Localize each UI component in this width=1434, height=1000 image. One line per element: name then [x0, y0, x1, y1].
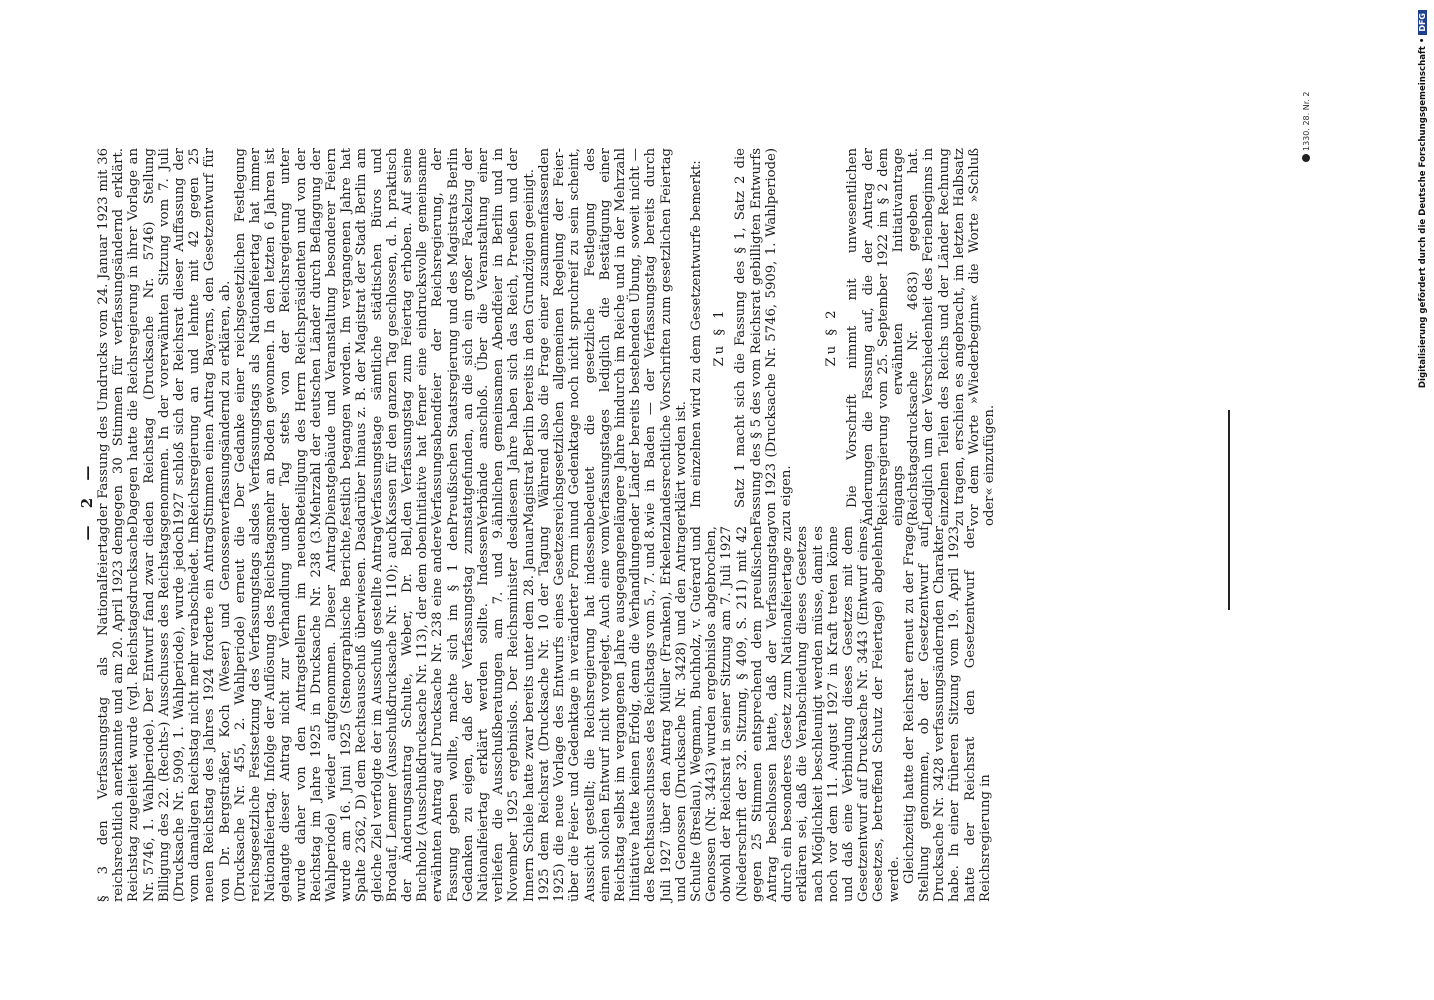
- right-paragraph-3: Während also die Frage einer zusammenfassenden reichsgesetzlichen allgemeinen Regelung der Feier- und Gedenktage noch nicht spruchreif zu sein scheint, bedeutet die gesetzliche Festlegung des Verfassungstages lediglich die Bestätigung einer längere Jahre hindurch im Reiche und in der Mehrzahl der Länder bereits bestehenden Übung, soweit nicht — wie in Baden — der Verfassungstag bereits durch landesrechtliche Vorschriften zum gesetzlichen Feiertag erklärt worden ist.: [536, 148, 689, 526]
- footer-text: Digitalisierung gefördert durch die Deutsche Forschungsgemeinschaft •: [1418, 37, 1428, 389]
- right-column: [96, 148, 998, 526]
- dfg-logo: DFG: [1418, 10, 1427, 35]
- right-paragraph-6: Die Vorschrift nimmt mit unwesentlichen Änderungen die Fassung auf, die der Antrag der Reichsregierung vom 25. September 1922 im § 2 dem eingangs erwähnten Initiativantrage (Reichstagsdrucksache Nr. 4683) gegeben hat. Lediglich um der Verschiedenheit des Ferienbeginns in einzelnen Teilen des Reichs und der Länder Rechnung zu tragen, erschien es angebracht, im letzten Halbsatz vor dem Worte »Wiederbeginn« die Worte »Schluß oder« einzufügen.: [845, 148, 998, 526]
- left-paragraph-2: Gleichzeitig hatte der Reichsrat erneut zu der Frage Stellung genommen, ob der Gesetzentwurf auf Drucksache Nr. 3428 verfassungsändernden Charakter habe. In einer früheren Sitzung vom 19. April 1923 hatte der Reichsrat den Gesetzentwurf der Reichsregierung in: [901, 526, 993, 902]
- digitization-footer: [1418, 10, 1432, 990]
- right-paragraph-1: der Fassung des Umdrucks vom 24. Januar 1923 mit 36 gegen 30 Stimmen für verfassungsändernd erklärt. Dagegen hatte die Reichsregierung in ihrer Vorlage an den Reichstag (Drucksache Nr. 5746) Stellung genommen. In der vorerwähnten Sitzung vom 7. Juli 1927 schloß sich der Reichsrat dieser Auffassung der Reichsregierung an und lehnte mit 42 gegen 25 Stimmen einen Antrag Bayerns, den Gesetzentwurf für verfassungsändernd zu erklären, ab.: [96, 148, 233, 526]
- stamp-dot-icon: [1302, 154, 1310, 162]
- left-column: [96, 526, 993, 902]
- right-paragraph-5: Satz 1 macht sich die Fassung des § 1, Satz 2 die Fassung des § 5 des vom Reichsrat gebilligten Entwurfs von 1923 (Drucksache Nr. 5746, 5909, 1. Wahlperiode) zu eigen.: [733, 148, 794, 526]
- archive-stamp: [1302, 92, 1311, 162]
- stamp-text: 1330. 28. Nr. 2: [1302, 91, 1311, 151]
- section-heading-1: Zu § 1: [712, 307, 728, 367]
- left-paragraph-1: § 3 den Verfassungstag als Nationalfeiertag reichsrechtlich anerkannte und am 20. April 1923 dem Reichstag zugeleitet wurde (vgl. Reichstagsdrucksache Nr. 5746, 1. Wahlperiode). Der Entwurf fand zwar die Billigung des 22. (Rechts-) Ausschusses des Reichstags (Drucksache Nr. 5909, 1. Wahlperiode), wurde jedoch vom damaligen Reichstag nicht mehr verabschiedet. Im neuen Reichstag des Jahres 1924 forderte ein Antrag von Dr. Bergsträßer, Koch (Weser) und Genossen (Drucksache Nr. 455, 2. Wahlperiode) erneut die reichsgesetzliche Festsetzung des Verfassungstags als Nationalfeiertag. Infolge der Auflösung des Reichstags gelangte dieser Antrag nicht zur Verhandlung und wurde daher von den Antragstellern im neuen Reichstag im Jahre 1925 in Drucksache Nr. 238 (3. Wahlperiode) wieder aufgenommen. Dieser Antrag wurde am 16. Juni 1925 (Stenographische Berichte, Spalte 2362, D) dem Rechtsausschuß überwiesen. Das gleiche Ziel verfolgte der im Ausschuß gestellte Antrag Brodauf, Lemmer (Ausschußdrucksache Nr. 110); auch der Änderungsantrag Schulte, Weber, Dr. Bell, Buchholz (Ausschußdrucksache Nr. 113), der dem oben erwähnten Antrag auf Drucksache Nr. 238 eine andere Fassung geben wollte, machte sich im § 1 den Gedanken zu eigen, daß der Verfassungstag zum Nationalfeiertag erklärt werden sollte. Indessen verliefen die Ausschußberatungen am 7. und 9. November 1925 ergebnislos. Der Reichsminister des Innern Schiele hatte zwar bereits unter dem 28. Januar 1925 dem Reichsrat (Drucksache Nr. 10 der Tagung 1925) die neue Vorlage des Entwurfs eines Gesetzes über die Feier- und Gedenktage in veränderter Form in Aussicht gestellt; die Reichsregierung hat indessen einen solchen Entwurf nicht vorgelegt. Auch eine vom Reichstag selbst im vergangenen Jahre ausgegangene Initiative hatte keinen Erfolg, denn die Verhandlungen des Rechtsausschusses des Reichstags vom 5., 7. und 8. Juli 1927 über den Antrag Müller (Franken), Erkelenz und Genossen (Drucksache Nr. 3428) und den Antrag Schulte (Breslau), Wegmann, Buchholz, v. Guérard und Genossen (Nr. 3443) wurden ergebnislos abgebrochen, obwohl der Reichsrat in seiner Sitzung am 7. Juli 1927 (Niederschrift der 32. Sitzung, § 409, S. 211) mit 42 gegen 25 Stimmen entsprechend dem preußischen Antrag beschlossen hatte, daß der Verfassungstag durch ein besonderes Gesetz zum Nationalfeiertage zu erklären sei, daß die Verabschiedung dieses Gesetzes nach Möglichkeit beschleunigt werden müsse, damit es noch vor dem 11. August 1927 in Kraft treten könne und daß eine Verbindung dieses Gesetzes mit dem Gesetzentwurf auf Drucksache Nr. 3443 (Entwurf eines Gesetzes, betreffend Schutz der Feiertage) abgelehnt werde.: [96, 526, 902, 902]
- spacer: [794, 148, 816, 526]
- section-heading-2: Zu § 2: [824, 307, 840, 367]
- end-rule: [1228, 410, 1230, 610]
- page-number: — 2 —: [78, 459, 96, 541]
- right-paragraph-4: Im einzelnen wird zu dem Gesetzentwurfe bemerkt:: [688, 160, 704, 508]
- right-paragraph-2: Der Gedanke einer reichsgesetzlichen Festlegung des Verfassungstags als Nationalfeiertag hat immer mehr an Boden gewonnen. In den letzten 6 Jahren ist der Tag stets von der Reichsregierung unter Beteiligung des Herrn Reichspräsidenten und von der Mehrzahl der deutschen Länder durch Beflaggung der Dienstgebäude und Veranstaltung besonderer Feiern festlich begangen worden. Im vergangenen Jahre hat darüber hinaus z. B. der Magistrat der Stadt Berlin am Verfassungstage sämtliche städtischen Büros und Kassen für den ganzen Tag geschlossen, d. h. praktisch den Verfassungstag zum Feiertag erhoben. Auf seine Initiative hat ferner eine eindrucksvolle gemeinsame Verfassungsabendfeier der Reichsregierung, der Preußischen Staatsregierung und des Magistrats Berlin stattgefunden, an die sich ein großer Fackelzug der Verbände anschloß. Über die Veranstaltung einer ähnlichen gemeinsamen Abendfeier in Berlin und in diesem Jahre haben sich das Reich, Preußen und der Magistrat Berlin bereits in den Grundzügen geeinigt.: [232, 148, 537, 526]
